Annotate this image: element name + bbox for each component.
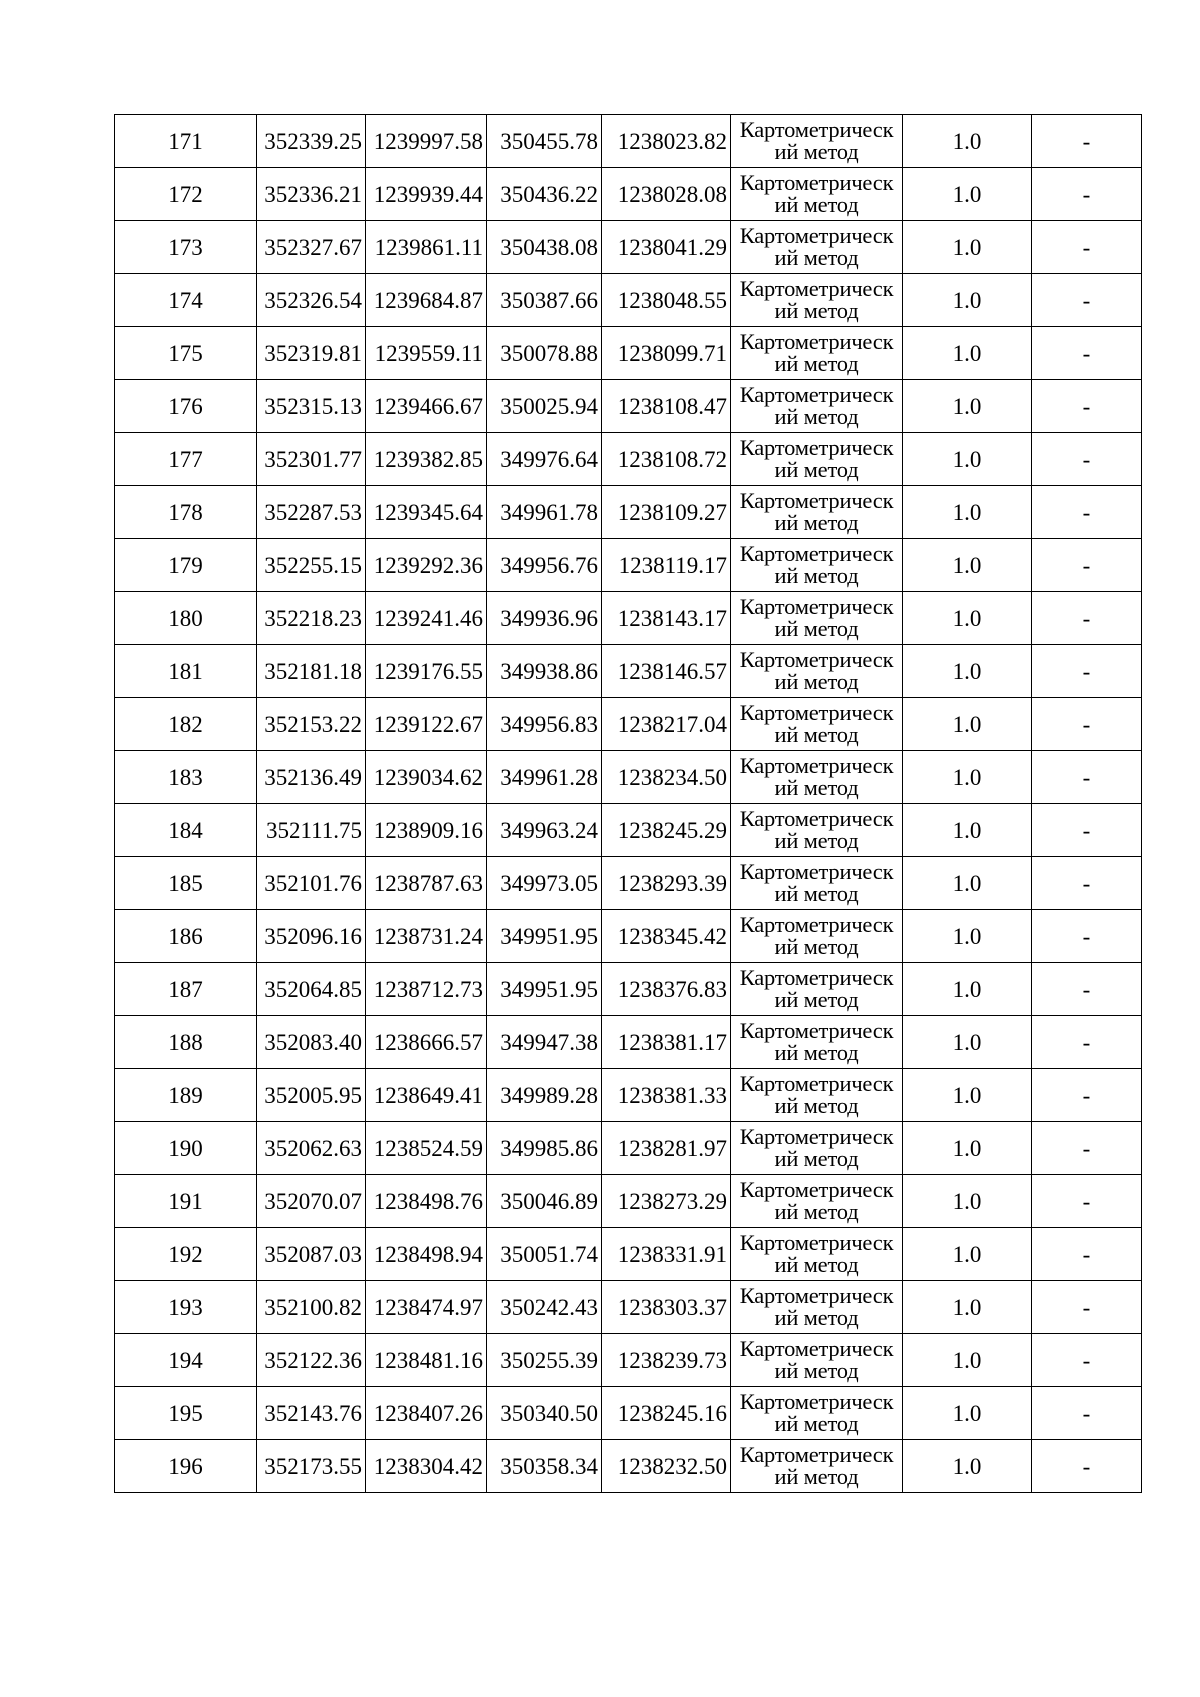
table-row [115, 1281, 1142, 1334]
accuracy-cell: 1.0 [903, 1175, 1032, 1228]
point-number-cell: 180 [115, 592, 257, 645]
note-cell: - [1032, 910, 1142, 963]
method-text-line2: ий метод [774, 828, 859, 853]
y2-cell: 1238303.37 [602, 1281, 731, 1334]
x1-cell: 352064.85 [257, 963, 366, 1016]
y2-cell: 1238345.42 [602, 910, 731, 963]
x1-cell: 352336.21 [257, 168, 366, 221]
y2-cell: 1238239.73 [602, 1334, 731, 1387]
method-cell [731, 698, 903, 751]
table-row [115, 486, 1142, 539]
method-text-line2: ий метод [774, 139, 859, 164]
method-cell [731, 963, 903, 1016]
y2-cell: 1238217.04 [602, 698, 731, 751]
table-row [115, 1387, 1142, 1440]
table-row [115, 433, 1142, 486]
x1-cell: 352143.76 [257, 1387, 366, 1440]
x1-cell: 352218.23 [257, 592, 366, 645]
accuracy-cell: 1.0 [903, 486, 1032, 539]
y2-cell: 1238234.50 [602, 751, 731, 804]
table-row [115, 1016, 1142, 1069]
coordinates-table [114, 114, 1142, 1493]
point-number-cell: 174 [115, 274, 257, 327]
accuracy-cell: 1.0 [903, 433, 1032, 486]
y1-cell: 1239939.44 [366, 168, 487, 221]
x1-cell: 352100.82 [257, 1281, 366, 1334]
x2-cell: 350455.78 [487, 115, 602, 168]
y1-cell: 1239684.87 [366, 274, 487, 327]
point-number-cell: 190 [115, 1122, 257, 1175]
note-cell: - [1032, 1440, 1142, 1493]
point-number-cell: 194 [115, 1334, 257, 1387]
table-row [115, 274, 1142, 327]
point-number-cell: 184 [115, 804, 257, 857]
method-text-line2: ий метод [774, 934, 859, 959]
note-cell: - [1032, 857, 1142, 910]
accuracy-cell: 1.0 [903, 698, 1032, 751]
note-cell: - [1032, 168, 1142, 221]
y2-cell: 1238293.39 [602, 857, 731, 910]
table-row [115, 1440, 1142, 1493]
method-text-line1: Картометрическ [739, 1441, 894, 1467]
method-text-line2: ий метод [774, 987, 859, 1012]
point-number-cell: 177 [115, 433, 257, 486]
table-row [115, 592, 1142, 645]
x2-cell: 350436.22 [487, 168, 602, 221]
accuracy-cell: 1.0 [903, 221, 1032, 274]
method-text-line2: ий метод [774, 192, 859, 217]
point-number-cell: 173 [115, 221, 257, 274]
y2-cell: 1238041.29 [602, 221, 731, 274]
point-number-cell: 191 [115, 1175, 257, 1228]
method-cell [731, 1122, 903, 1175]
accuracy-cell: 1.0 [903, 539, 1032, 592]
x1-cell: 352122.36 [257, 1334, 366, 1387]
method-cell [731, 1387, 903, 1440]
accuracy-cell: 1.0 [903, 592, 1032, 645]
x1-cell: 352301.77 [257, 433, 366, 486]
accuracy-cell: 1.0 [903, 1334, 1032, 1387]
method-text-line2: ий метод [774, 245, 859, 270]
method-cell [731, 433, 903, 486]
x2-cell: 349963.24 [487, 804, 602, 857]
table-row [115, 1228, 1142, 1281]
note-cell: - [1032, 221, 1142, 274]
point-number-cell: 172 [115, 168, 257, 221]
method-text-line1: Картометрическ [739, 964, 894, 990]
point-number-cell: 193 [115, 1281, 257, 1334]
accuracy-cell: 1.0 [903, 751, 1032, 804]
table-row [115, 698, 1142, 751]
method-text-line2: ий метод [774, 881, 859, 906]
note-cell: - [1032, 1122, 1142, 1175]
point-number-cell: 171 [115, 115, 257, 168]
y1-cell: 1238498.76 [366, 1175, 487, 1228]
table-row [115, 221, 1142, 274]
table-row [115, 327, 1142, 380]
x1-cell: 352255.15 [257, 539, 366, 592]
x1-cell: 352005.95 [257, 1069, 366, 1122]
point-number-cell: 183 [115, 751, 257, 804]
accuracy-cell: 1.0 [903, 115, 1032, 168]
accuracy-cell: 1.0 [903, 1281, 1032, 1334]
x1-cell: 352062.63 [257, 1122, 366, 1175]
method-text-line2: ий метод [774, 1199, 859, 1224]
y1-cell: 1238474.97 [366, 1281, 487, 1334]
coordinates-table-body [115, 115, 1142, 1493]
method-text-line2: ий метод [774, 775, 859, 800]
x2-cell: 349956.76 [487, 539, 602, 592]
note-cell: - [1032, 804, 1142, 857]
accuracy-cell: 1.0 [903, 1122, 1032, 1175]
accuracy-cell: 1.0 [903, 1069, 1032, 1122]
method-text-line2: ий метод [774, 1040, 859, 1065]
method-cell [731, 115, 903, 168]
method-text-line2: ий метод [774, 563, 859, 588]
method-text-line2: ий метод [774, 1093, 859, 1118]
x1-cell: 352096.16 [257, 910, 366, 963]
accuracy-cell: 1.0 [903, 1228, 1032, 1281]
x2-cell: 350387.66 [487, 274, 602, 327]
note-cell: - [1032, 645, 1142, 698]
y1-cell: 1239861.11 [366, 221, 487, 274]
method-text-line1: Картометрическ [739, 858, 894, 884]
method-cell [731, 221, 903, 274]
point-number-cell: 178 [115, 486, 257, 539]
x2-cell: 350051.74 [487, 1228, 602, 1281]
method-text-line2: ий метод [774, 1411, 859, 1436]
method-cell [731, 274, 903, 327]
note-cell: - [1032, 433, 1142, 486]
method-text-line1: Картометрическ [739, 593, 894, 619]
method-text-line1: Картометрическ [739, 1070, 894, 1096]
y1-cell: 1239292.36 [366, 539, 487, 592]
x1-cell: 352087.03 [257, 1228, 366, 1281]
y1-cell: 1238787.63 [366, 857, 487, 910]
method-text-line1: Картометрическ [739, 328, 894, 354]
table-row [115, 910, 1142, 963]
x2-cell: 350078.88 [487, 327, 602, 380]
method-text-line1: Картометрическ [739, 752, 894, 778]
point-number-cell: 179 [115, 539, 257, 592]
note-cell: - [1032, 698, 1142, 751]
method-text-line1: Картометрическ [739, 1229, 894, 1255]
y1-cell: 1238304.42 [366, 1440, 487, 1493]
table-row [115, 1175, 1142, 1228]
method-text-line1: Картометрическ [739, 1388, 894, 1414]
x2-cell: 349985.86 [487, 1122, 602, 1175]
x2-cell: 350438.08 [487, 221, 602, 274]
method-text-line1: Картометрическ [739, 1017, 894, 1043]
method-cell [731, 1016, 903, 1069]
method-cell [731, 1175, 903, 1228]
method-text-line1: Картометрическ [739, 434, 894, 460]
point-number-cell: 189 [115, 1069, 257, 1122]
y1-cell: 1238666.57 [366, 1016, 487, 1069]
point-number-cell: 186 [115, 910, 257, 963]
x1-cell: 352101.76 [257, 857, 366, 910]
method-cell [731, 751, 903, 804]
note-cell: - [1032, 1334, 1142, 1387]
method-cell [731, 168, 903, 221]
accuracy-cell: 1.0 [903, 1387, 1032, 1440]
method-cell [731, 804, 903, 857]
point-number-cell: 185 [115, 857, 257, 910]
x2-cell: 349951.95 [487, 910, 602, 963]
method-text-line2: ий метод [774, 457, 859, 482]
table-row [115, 380, 1142, 433]
x2-cell: 349961.28 [487, 751, 602, 804]
point-number-cell: 192 [115, 1228, 257, 1281]
accuracy-cell: 1.0 [903, 804, 1032, 857]
point-number-cell: 188 [115, 1016, 257, 1069]
y1-cell: 1238731.24 [366, 910, 487, 963]
y1-cell: 1238407.26 [366, 1387, 487, 1440]
method-text-line1: Картометрическ [739, 169, 894, 195]
y2-cell: 1238245.29 [602, 804, 731, 857]
method-text-line1: Картометрическ [739, 381, 894, 407]
note-cell: - [1032, 1228, 1142, 1281]
method-text-line2: ий метод [774, 669, 859, 694]
note-cell: - [1032, 1016, 1142, 1069]
method-text-line2: ий метод [774, 404, 859, 429]
y2-cell: 1238331.91 [602, 1228, 731, 1281]
y1-cell: 1238481.16 [366, 1334, 487, 1387]
y2-cell: 1238281.97 [602, 1122, 731, 1175]
y2-cell: 1238023.82 [602, 115, 731, 168]
method-text-line2: ий метод [774, 1464, 859, 1489]
note-cell: - [1032, 539, 1142, 592]
table-row [115, 168, 1142, 221]
x2-cell: 350025.94 [487, 380, 602, 433]
method-text-line2: ий метод [774, 298, 859, 323]
note-cell: - [1032, 486, 1142, 539]
point-number-cell: 187 [115, 963, 257, 1016]
y1-cell: 1239034.62 [366, 751, 487, 804]
accuracy-cell: 1.0 [903, 1440, 1032, 1493]
x2-cell: 349938.86 [487, 645, 602, 698]
y1-cell: 1238712.73 [366, 963, 487, 1016]
method-text-line1: Картометрическ [739, 805, 894, 831]
point-number-cell: 181 [115, 645, 257, 698]
accuracy-cell: 1.0 [903, 380, 1032, 433]
method-cell [731, 1228, 903, 1281]
y1-cell: 1239559.11 [366, 327, 487, 380]
note-cell: - [1032, 1069, 1142, 1122]
table-row [115, 963, 1142, 1016]
y2-cell: 1238048.55 [602, 274, 731, 327]
method-cell [731, 327, 903, 380]
x1-cell: 352315.13 [257, 380, 366, 433]
method-text-line1: Картометрическ [739, 1176, 894, 1202]
note-cell: - [1032, 1175, 1142, 1228]
method-text-line1: Картометрическ [739, 911, 894, 937]
method-cell [731, 592, 903, 645]
y1-cell: 1239382.85 [366, 433, 487, 486]
table-row [115, 1069, 1142, 1122]
y2-cell: 1238099.71 [602, 327, 731, 380]
accuracy-cell: 1.0 [903, 645, 1032, 698]
x2-cell: 350242.43 [487, 1281, 602, 1334]
method-cell [731, 1334, 903, 1387]
method-text-line2: ий метод [774, 351, 859, 376]
x2-cell: 350358.34 [487, 1440, 602, 1493]
point-number-cell: 195 [115, 1387, 257, 1440]
y1-cell: 1239176.55 [366, 645, 487, 698]
accuracy-cell: 1.0 [903, 168, 1032, 221]
method-cell [731, 1069, 903, 1122]
y1-cell: 1239997.58 [366, 115, 487, 168]
y2-cell: 1238108.72 [602, 433, 731, 486]
x2-cell: 349947.38 [487, 1016, 602, 1069]
x1-cell: 352326.54 [257, 274, 366, 327]
x2-cell: 349951.95 [487, 963, 602, 1016]
note-cell: - [1032, 751, 1142, 804]
method-cell [731, 1281, 903, 1334]
y1-cell: 1238649.41 [366, 1069, 487, 1122]
note-cell: - [1032, 592, 1142, 645]
x2-cell: 349936.96 [487, 592, 602, 645]
y2-cell: 1238273.29 [602, 1175, 731, 1228]
x1-cell: 352327.67 [257, 221, 366, 274]
x2-cell: 349973.05 [487, 857, 602, 910]
y2-cell: 1238108.47 [602, 380, 731, 433]
y2-cell: 1238232.50 [602, 1440, 731, 1493]
x2-cell: 349989.28 [487, 1069, 602, 1122]
x2-cell: 349976.64 [487, 433, 602, 486]
x2-cell: 350046.89 [487, 1175, 602, 1228]
note-cell: - [1032, 1387, 1142, 1440]
accuracy-cell: 1.0 [903, 857, 1032, 910]
y1-cell: 1238524.59 [366, 1122, 487, 1175]
method-text-line1: Картометрическ [739, 1123, 894, 1149]
note-cell: - [1032, 115, 1142, 168]
point-number-cell: 175 [115, 327, 257, 380]
x1-cell: 352287.53 [257, 486, 366, 539]
x1-cell: 352181.18 [257, 645, 366, 698]
table-row [115, 1122, 1142, 1175]
method-text-line2: ий метод [774, 1305, 859, 1330]
y2-cell: 1238381.33 [602, 1069, 731, 1122]
method-text-line2: ий метод [774, 1146, 859, 1171]
method-text-line1: Картометрическ [739, 540, 894, 566]
method-text-line1: Картометрическ [739, 1282, 894, 1308]
accuracy-cell: 1.0 [903, 327, 1032, 380]
accuracy-cell: 1.0 [903, 910, 1032, 963]
y1-cell: 1239466.67 [366, 380, 487, 433]
method-cell [731, 857, 903, 910]
note-cell: - [1032, 380, 1142, 433]
method-text-line2: ий метод [774, 616, 859, 641]
method-cell [731, 645, 903, 698]
method-cell [731, 539, 903, 592]
table-row [115, 539, 1142, 592]
method-text-line2: ий метод [774, 510, 859, 535]
method-cell [731, 1440, 903, 1493]
y1-cell: 1239241.46 [366, 592, 487, 645]
y2-cell: 1238146.57 [602, 645, 731, 698]
y1-cell: 1238498.94 [366, 1228, 487, 1281]
x1-cell: 352153.22 [257, 698, 366, 751]
method-text-line2: ий метод [774, 722, 859, 747]
method-cell [731, 486, 903, 539]
note-cell: - [1032, 327, 1142, 380]
point-number-cell: 196 [115, 1440, 257, 1493]
method-cell [731, 910, 903, 963]
method-text-line2: ий метод [774, 1358, 859, 1383]
method-cell [731, 380, 903, 433]
x1-cell: 352173.55 [257, 1440, 366, 1493]
x2-cell: 349961.78 [487, 486, 602, 539]
table-row [115, 804, 1142, 857]
x2-cell: 350255.39 [487, 1334, 602, 1387]
table-row [115, 115, 1142, 168]
x1-cell: 352136.49 [257, 751, 366, 804]
method-text-line1: Картометрическ [739, 1335, 894, 1361]
y2-cell: 1238376.83 [602, 963, 731, 1016]
method-text-line2: ий метод [774, 1252, 859, 1277]
point-number-cell: 182 [115, 698, 257, 751]
method-text-line1: Картометрическ [739, 646, 894, 672]
y2-cell: 1238245.16 [602, 1387, 731, 1440]
y2-cell: 1238119.17 [602, 539, 731, 592]
x2-cell: 349956.83 [487, 698, 602, 751]
note-cell: - [1032, 1281, 1142, 1334]
y2-cell: 1238381.17 [602, 1016, 731, 1069]
y2-cell: 1238143.17 [602, 592, 731, 645]
accuracy-cell: 1.0 [903, 1016, 1032, 1069]
table-row [115, 751, 1142, 804]
x2-cell: 350340.50 [487, 1387, 602, 1440]
y2-cell: 1238028.08 [602, 168, 731, 221]
point-number-cell: 176 [115, 380, 257, 433]
y1-cell: 1238909.16 [366, 804, 487, 857]
method-text-line1: Картометрическ [739, 699, 894, 725]
x1-cell: 352339.25 [257, 115, 366, 168]
note-cell: - [1032, 963, 1142, 1016]
method-text-line1: Картометрическ [739, 222, 894, 248]
table-row [115, 645, 1142, 698]
x1-cell: 352070.07 [257, 1175, 366, 1228]
y2-cell: 1238109.27 [602, 486, 731, 539]
y1-cell: 1239345.64 [366, 486, 487, 539]
method-text-line1: Картометрическ [739, 275, 894, 301]
y1-cell: 1239122.67 [366, 698, 487, 751]
note-cell: - [1032, 274, 1142, 327]
x1-cell: 352111.75 [257, 804, 366, 857]
accuracy-cell: 1.0 [903, 963, 1032, 1016]
method-text-line1: Картометрическ [739, 116, 894, 142]
table-row [115, 1334, 1142, 1387]
table-row [115, 857, 1142, 910]
accuracy-cell: 1.0 [903, 274, 1032, 327]
x1-cell: 352083.40 [257, 1016, 366, 1069]
x1-cell: 352319.81 [257, 327, 366, 380]
method-text-line1: Картометрическ [739, 487, 894, 513]
